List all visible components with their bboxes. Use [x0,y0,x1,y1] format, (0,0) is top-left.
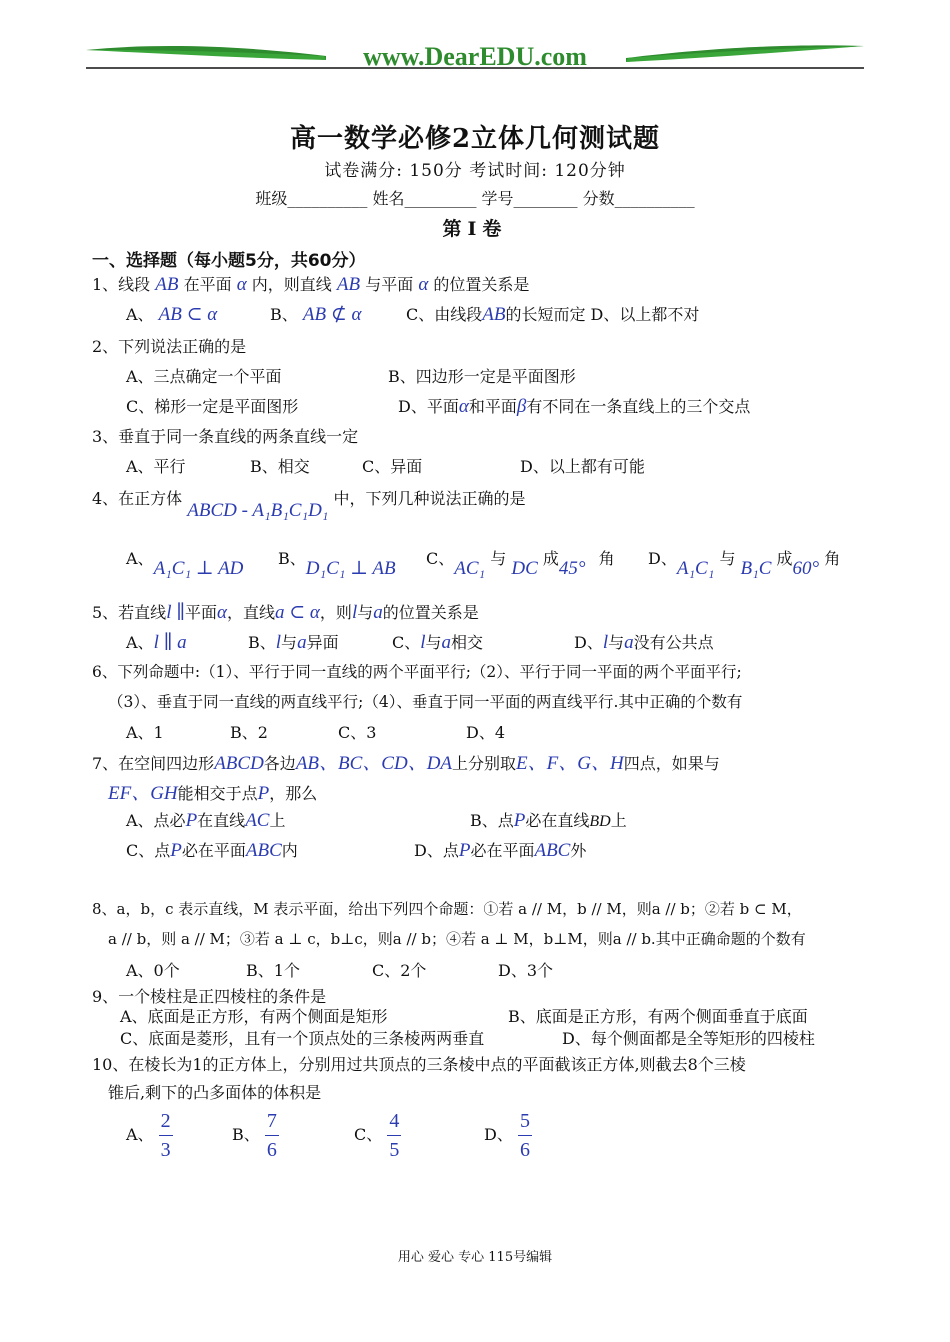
question-7-option-b: B、点P必在直线BD上 [470,810,627,831]
question-8-line-1: 8、a，b，c 表示直线，M 表示平面，给出下列四个命题：①若 a // M，b // M，则a // b；②若 b ⊂ M， [92,900,802,918]
question-6-line-1: 6、下列命题中:（1）、平行于同一直线的两个平面平行;（2）、平行于同一平面的两个平面平行; [92,663,742,681]
question-6-option-b: B、2 [230,723,268,742]
question-7-option-c: C、点P必在平面ABC内 [126,840,298,861]
question-1-option-b: B、 AB ⊄ α [270,304,362,325]
question-10-line-2: 锥后,剩下的凸多面体的体积是 [108,1083,322,1102]
banner-logo-text: www.DearEDU.com [363,42,587,71]
section-heading: 一、选择题（每小题5分，共60分） [92,251,366,271]
question-4-option-b: B、D₁C₁ ⊥ AB [278,549,396,579]
question-8-option-d: D、3个 [498,961,554,980]
question-10-option-a: A、 $\frac{2}{3}$ [126,1110,171,1161]
question-4-option-c: C、AC₁ 与 DC 成45° 角 [426,549,615,579]
question-2-option-a: A、三点确定一个平面 [126,367,282,386]
question-8-option-b: B、1个 [246,961,300,980]
question-9-option-a: A、底面是正方形，有两个侧面是矩形 [120,1007,388,1026]
question-10-option-d: D、 $\frac{5}{6}$ [484,1110,530,1161]
question-6-line-2: （3）、垂直于同一直线的两直线平行;（4）、垂直于同一平面的两直线平行.其中正确的个数有 [108,693,743,711]
question-7-option-d: D、点P必在平面ABC外 [414,840,587,861]
question-1-stem: 1、线段 AB 在平面 α 内，则直线 AB 与平面 α 的位置关系是 [92,274,530,295]
question-10-option-b: B、 $\frac{7}{6}$ [232,1110,277,1161]
question-2-option-c: C、梯形一定是平面图形 [126,397,299,416]
question-3-option-c: C、异面 [362,457,423,476]
banner-swoosh-graphic [86,36,864,76]
question-4-stem: 4、在正方体 ABCD - A₁B₁C₁D₁ 中，下列几种说法正确的是 [92,489,526,521]
fraction: $\frac{4}{5}$ [389,1110,400,1161]
question-7-stem: 7、在空间四边形ABCD各边AB、BC、CD、DA上分别取E、F、G、H四点，如果与 [92,753,720,774]
question-8-option-a: A、0个 [126,961,180,980]
question-5-option-c: C、l与a相交 [392,632,484,653]
question-4-option-d: D、A₁C₁ 与 B₁C 成60° 角 [648,549,841,579]
question-9-stem: 9、一个棱柱是正四棱柱的条件是 [92,987,327,1006]
question-9-option-d: D、每个侧面都是全等矩形的四棱柱 [562,1029,815,1048]
question-3-stem: 3、垂直于同一条直线的两条直线一定 [92,427,359,446]
question-3-option-d: D、以上都有可能 [520,457,645,476]
question-1-option-a: A、 AB ⊂ α [126,304,218,325]
question-7-option-a: A、点必P在直线AC上 [126,810,286,831]
volume-heading: 第Ⅰ卷 [442,218,508,240]
question-6-option-c: C、3 [338,723,377,742]
question-2-stem: 2、下列说法正确的是 [92,337,247,356]
page-footer: 用心 爱心 专心 115号编辑 [397,1250,553,1265]
question-1-option-c-d: C、由线段AB的长短而定 D、以上都不对 [406,304,700,325]
question-5-option-b: B、l与a异面 [248,632,339,653]
question-3-option-b: B、相交 [250,457,310,476]
question-5-stem: 5、若直线l ∥平面α，直线a ⊂ α，则l与a的位置关系是 [92,602,479,623]
question-7-stem-line-2: EF、GH能相交于点P，那么 [108,783,318,804]
student-info-fields: 班级__________ 姓名_________ 学号________ 分数__________ [255,189,695,208]
site-banner [86,36,864,76]
question-9-option-b: B、底面是正方形，有两个侧面垂直于底面 [508,1007,808,1026]
question-9-option-c: C、底面是菱形，且有一个顶点处的三条棱两两垂直 [120,1029,485,1048]
fraction: $\frac{7}{6}$ [266,1110,277,1161]
question-2-option-b: B、四边形一定是平面图形 [388,367,576,386]
question-5-option-d: D、l与a没有公共点 [574,632,714,653]
question-10-line-1: 10、在棱长为1的正方体上，分别用过共顶点的三条棱中点的平面截该正方体,则截去8个三棱 [92,1055,746,1074]
fraction: $\frac{5}{6}$ [519,1110,530,1161]
question-2-option-d: D、平面α和平面β有不同在一条直线上的三个交点 [398,396,751,417]
question-4-option-a: A、A₁C₁ ⊥ AD [126,549,244,579]
question-6-option-d: D、4 [466,723,506,742]
exam-info: 试卷满分: 150分 考试时间: 120分钟 [324,161,626,181]
question-3-option-a: A、平行 [126,457,186,476]
page-title: 高一数学必修2立体几何测试题 [289,124,661,154]
fraction: $\frac{2}{3}$ [160,1110,171,1161]
question-6-option-a: A、1 [126,723,164,742]
question-10-option-c: C、 $\frac{4}{5}$ [354,1110,400,1161]
question-8-line-2: a // b，则 a // M；③若 a ⊥ c，b⊥c，则a // b；④若 a ⊥ M，b⊥M，则a // b.其中正确命题的个数有 [108,930,806,948]
question-5-option-a: A、l ∥ a [126,632,187,653]
question-8-option-c: C、2个 [372,961,427,980]
